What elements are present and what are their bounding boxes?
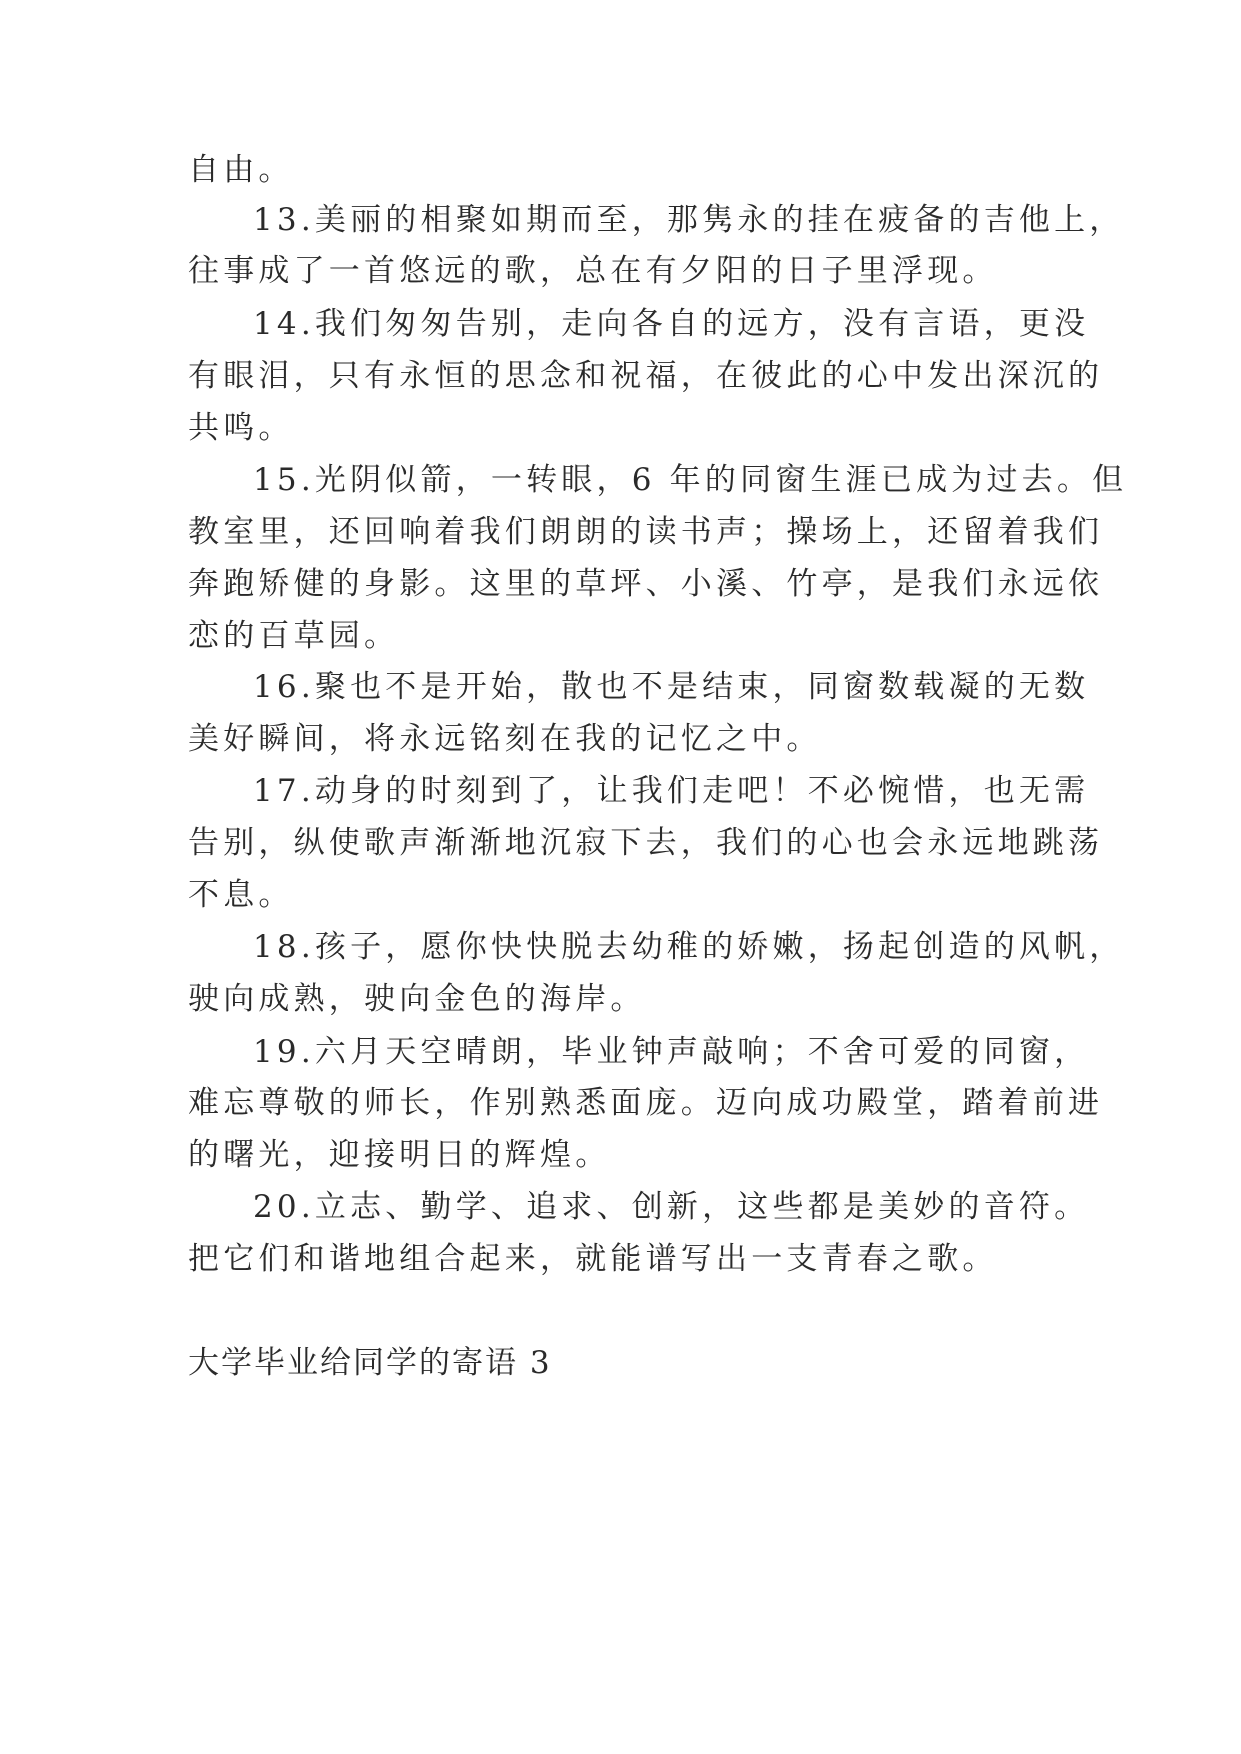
paragraph-line: 18.孩子，愿你快快脱去幼稚的娇嫩，扬起创造的风帆， xyxy=(253,929,1125,965)
paragraph-line: 13.美丽的相聚如期而至，那隽永的挂在疲备的吉他上， xyxy=(253,202,1125,238)
paragraph-line: 不息。 xyxy=(188,877,294,913)
paragraph-line: 19.六月天空晴朗，毕业钟声敲响；不舍可爱的同窗， xyxy=(253,1034,1090,1070)
paragraph-line: 美好瞬间，将永远铭刻在我的记忆之中。 xyxy=(188,721,822,757)
paragraph-line: 有眼泪，只有永恒的思念和祝福，在彼此的心中发出深沉的 xyxy=(188,358,1104,394)
paragraph-line: 共鸣。 xyxy=(188,410,294,446)
paragraph-line: 20.立志、勤学、追求、创新，这些都是美妙的音符。 xyxy=(253,1189,1090,1225)
paragraph-line: 16.聚也不是开始，散也不是结束，同窗数载凝的无数 xyxy=(253,669,1090,705)
paragraph-line: 的曙光，迎接明日的辉煌。 xyxy=(188,1137,611,1173)
paragraph-line: 往事成了一首悠远的歌，总在有夕阳的日子里浮现。 xyxy=(188,253,998,289)
paragraph-line: 恋的百草园。 xyxy=(188,618,400,654)
paragraph-line: 教室里，还回响着我们朗朗的读书声；操场上，还留着我们 xyxy=(188,514,1104,550)
paragraph-line: 告别，纵使歌声渐渐地沉寂下去，我们的心也会永远地跳荡 xyxy=(188,825,1104,861)
section-heading: 大学毕业给同学的寄语 3 xyxy=(188,1345,552,1381)
paragraph-line: 14.我们匆匆告别，走向各自的远方，没有言语，更没 xyxy=(253,306,1090,342)
paragraph-line: 难忘尊敬的师长，作别熟悉面庞。迈向成功殿堂，踏着前进 xyxy=(188,1085,1104,1121)
paragraph-line: 自由。 xyxy=(188,152,294,188)
paragraph-line: 驶向成熟，驶向金色的海岸。 xyxy=(188,981,646,1017)
paragraph-line: 15.光阴似箭，一转眼，6 年的同窗生涯已成为过去。但 xyxy=(253,462,1128,498)
paragraph-line: 17.动身的时刻到了，让我们走吧！不必惋惜，也无需 xyxy=(253,773,1090,809)
paragraph-line: 把它们和谐地组合起来，就能谱写出一支青春之歌。 xyxy=(188,1241,998,1277)
paragraph-line: 奔跑矫健的身影。这里的草坪、小溪、竹亭，是我们永远依 xyxy=(188,566,1104,602)
